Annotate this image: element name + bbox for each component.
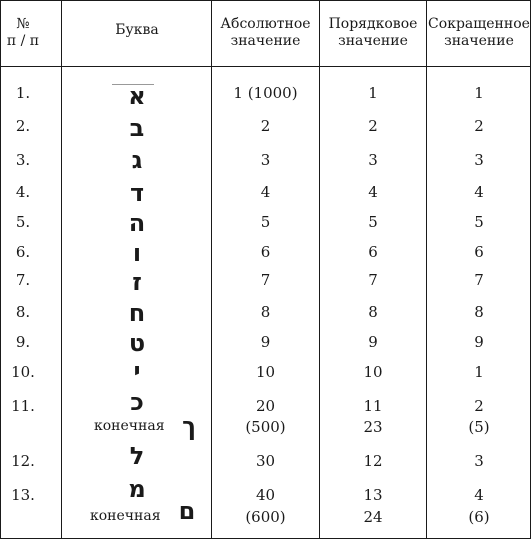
row-8-letter: ח <box>128 299 146 327</box>
row-6-ordinal: 6 <box>368 243 378 261</box>
row-1-num: 1. <box>15 84 31 102</box>
row-11-absolute: 20 <box>255 397 276 415</box>
header-num-abbr: п / п <box>6 33 40 49</box>
row-2-ordinal: 2 <box>368 117 378 135</box>
row-1-absolute: 1 (1000) <box>233 84 298 102</box>
row-1-ordinal: 1 <box>368 84 378 102</box>
row-5-reduced: 5 <box>474 213 484 231</box>
row-5-absolute: 5 <box>260 213 271 231</box>
row-4-ordinal: 4 <box>368 183 378 201</box>
row-8-reduced: 8 <box>474 303 484 321</box>
row-9-num: 9. <box>15 333 31 351</box>
row-11-final-reduced: (5) <box>468 418 490 436</box>
header-num <box>0 0 46 66</box>
header-ordinal-line1: Порядковое <box>328 16 418 32</box>
row-3-absolute: 3 <box>260 151 271 169</box>
row-11-num: 11. <box>11 397 35 415</box>
row-12-letter: ל <box>129 442 145 470</box>
row-6-absolute: 6 <box>260 243 271 261</box>
row-13-ordinal: 13 <box>363 486 383 504</box>
row-3-ordinal: 3 <box>368 151 378 169</box>
row-8-num: 8. <box>15 303 31 321</box>
row-12-ordinal: 12 <box>363 452 383 470</box>
row-7-num: 7. <box>15 271 31 289</box>
row-11-final-ordinal: 23 <box>363 418 383 436</box>
row-4-letter: ד <box>129 179 145 207</box>
row-6-num: 6. <box>15 243 31 261</box>
row-1-reduced: 1 <box>474 84 484 102</box>
row-8-absolute: 8 <box>260 303 271 321</box>
row-8-ordinal: 8 <box>368 303 378 321</box>
header-letter-label: Буква <box>115 22 159 38</box>
row-9-ordinal: 9 <box>368 333 378 351</box>
row-2-letter: ב <box>129 114 145 142</box>
row-13-reduced: 4 <box>474 486 484 504</box>
row-12-absolute: 30 <box>255 452 276 470</box>
row-7-reduced: 7 <box>474 271 484 289</box>
row-1-letter: א <box>128 82 146 110</box>
header-absolute <box>212 0 319 66</box>
row-9-letter: ט <box>128 329 146 357</box>
header-absolute-line1: Абсолютное <box>220 16 311 32</box>
row-13-letter: מ <box>128 475 146 503</box>
row-7-letter: ז <box>132 268 142 296</box>
row-11-letter: כ <box>130 388 144 416</box>
row-6-letter: ו <box>132 239 142 267</box>
row-13-final-label: конечная <box>90 508 161 524</box>
row-12-reduced: 3 <box>474 452 484 470</box>
row-13-final-ordinal: 24 <box>363 508 383 526</box>
row-5-ordinal: 5 <box>368 213 378 231</box>
row-13-final-absolute: (600) <box>245 508 286 526</box>
row-4-num: 4. <box>15 183 31 201</box>
row-11-final-absolute: (500) <box>245 418 286 436</box>
row-9-reduced: 9 <box>474 333 484 351</box>
header-reduced <box>427 0 531 66</box>
row-10-ordinal: 10 <box>363 363 383 381</box>
row-7-absolute: 7 <box>260 271 271 289</box>
row-10-absolute: 10 <box>255 363 276 381</box>
header-absolute-line2: значение <box>230 33 301 49</box>
row-2-absolute: 2 <box>260 117 271 135</box>
header-ordinal-line2: значение <box>338 33 408 49</box>
row-13-final-reduced: (6) <box>468 508 490 526</box>
header-num-symbol: № <box>16 16 30 32</box>
header-reduced-line1: Сокращенное <box>428 16 530 32</box>
row-13-absolute: 40 <box>255 486 276 504</box>
row-11-final-label: конечная <box>94 418 165 434</box>
header-divider <box>0 66 531 67</box>
row-9-absolute: 9 <box>260 333 271 351</box>
header-reduced-line2: значение <box>444 33 514 49</box>
row-2-num: 2. <box>15 117 31 135</box>
row-13-final-letter: ם <box>178 497 196 525</box>
row-10-reduced: 1 <box>474 363 484 381</box>
row-10-num: 10. <box>11 363 35 381</box>
row-11-reduced: 2 <box>474 397 484 415</box>
row-5-letter: ה <box>128 209 146 237</box>
header-ordinal <box>320 0 426 66</box>
row-2-reduced: 2 <box>474 117 484 135</box>
row-11-ordinal: 11 <box>363 397 383 415</box>
row-13-num: 13. <box>11 486 35 504</box>
row-11-final-letter: ך <box>182 412 196 440</box>
row-7-ordinal: 7 <box>368 271 378 289</box>
row-4-absolute: 4 <box>260 183 271 201</box>
row-3-num: 3. <box>15 151 31 169</box>
row-3-reduced: 3 <box>474 151 484 169</box>
row-12-num: 12. <box>11 452 35 470</box>
row-4-reduced: 4 <box>474 183 484 201</box>
row-3-letter: ג <box>131 146 143 174</box>
row-10-letter: י <box>133 357 141 385</box>
row-5-num: 5. <box>15 213 31 231</box>
row-6-reduced: 6 <box>474 243 484 261</box>
header-letter <box>62 0 212 66</box>
